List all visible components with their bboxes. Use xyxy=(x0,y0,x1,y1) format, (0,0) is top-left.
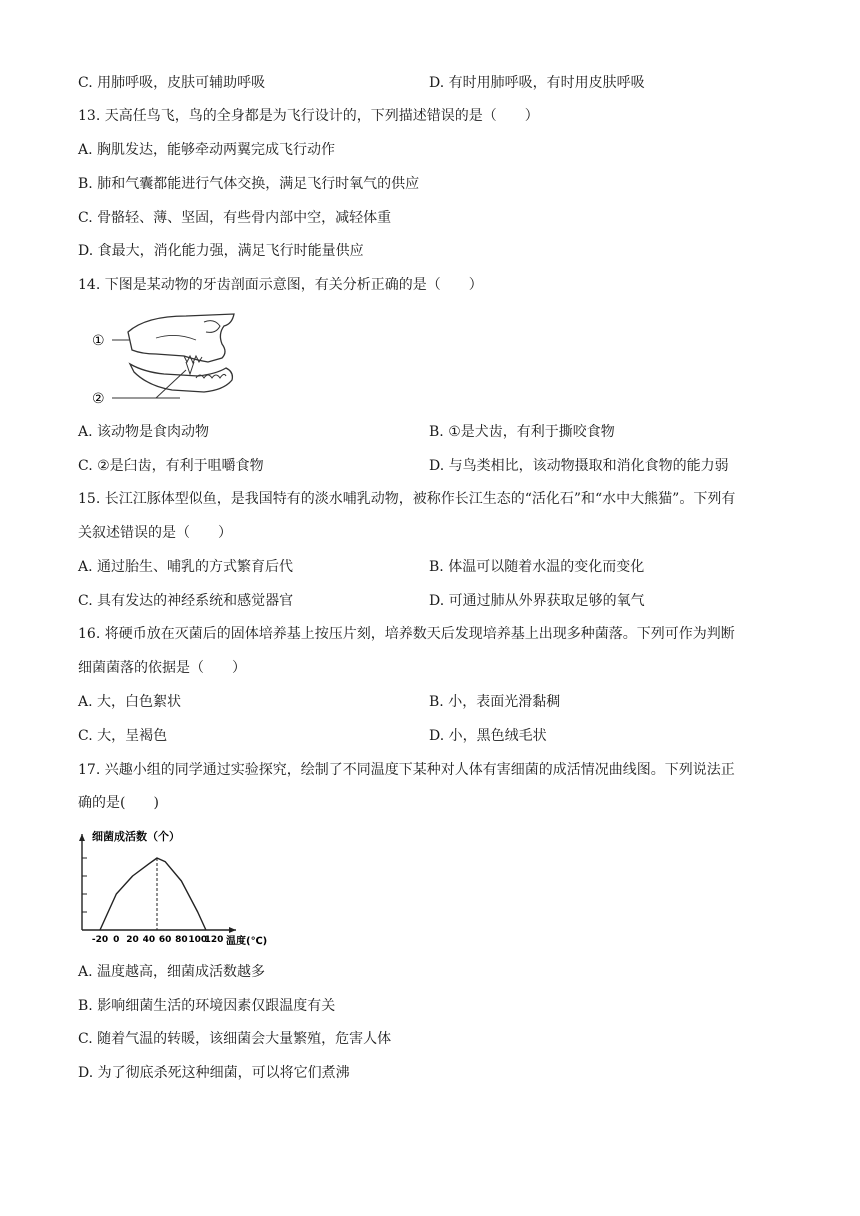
chart-y-label: 细菌成活数（个） xyxy=(92,830,180,843)
x-tick-label-80: 80 xyxy=(175,935,188,945)
q16-stem-line2: 细菌菌落的依据是（ ） xyxy=(78,660,246,676)
x-tick-label-20: 20 xyxy=(126,935,139,945)
q14-option-b: B. ①是犬齿，有利于撕咬食物 xyxy=(429,424,615,440)
q14-stem: 14. 下图是某动物的牙齿剖面示意图，有关分析正确的是（ ） xyxy=(78,277,483,293)
q17-option-d: D. 为了彻底杀死这种细菌，可以将它们煮沸 xyxy=(78,1065,350,1081)
figure-label-2: ② xyxy=(92,391,105,407)
q15-option-d: D. 可通过肺从外界获取足够的氧气 xyxy=(429,593,645,609)
q14-option-a: A. 该动物是食肉动物 xyxy=(78,424,210,440)
q14-option-c: C. ②是臼齿，有利于咀嚼食物 xyxy=(78,458,264,474)
x-tick-label-120: 120 xyxy=(204,935,224,945)
x-tick-label-100: 100 xyxy=(188,935,208,945)
q15-option-c: C. 具有发达的神经系统和感觉器官 xyxy=(78,593,294,609)
x-axis-arrow xyxy=(229,927,236,933)
q13-option-b: B. 肺和气囊都能进行气体交换，满足飞行时氧气的供应 xyxy=(78,176,420,192)
chart-series xyxy=(100,858,206,930)
q15-stem-line1: 15. 长江江豚体型似鱼，是我国特有的淡水哺乳动物，被称作长江生态的“活化石”和“水中大熊猫”。下列有 xyxy=(78,491,736,507)
x-tick-label--20: -20 xyxy=(91,935,109,945)
q16-option-a: A. 大，白色絮状 xyxy=(78,694,182,710)
q13-option-c: C. 骨骼轻、薄、坚固，有些骨内部中空，减轻体重 xyxy=(78,210,392,226)
y-axis-arrow xyxy=(79,834,85,841)
q17-option-a: A. 温度越高，细菌成活数越多 xyxy=(78,964,266,980)
q15-stem-line2: 关叙述错误的是（ ） xyxy=(78,525,232,541)
chart-ticks xyxy=(92,935,224,945)
q13-option-a: A. 胸肌发达，能够牵动两翼完成飞行动作 xyxy=(78,142,336,158)
figure-label-1: ① xyxy=(92,333,105,349)
q15-option-b: B. 体温可以随着水温的变化而变化 xyxy=(429,559,645,575)
q16-option-c: C. 大，呈褐色 xyxy=(78,728,168,744)
q16-option-d: D. 小，黑色绒毛状 xyxy=(429,728,547,744)
q15-option-a: A. 通过胎生、哺乳的方式繁育后代 xyxy=(78,559,294,575)
q14-option-d: D. 与鸟类相比，该动物摄取和消化食物的能力弱 xyxy=(429,458,729,474)
x-tick-label-40: 40 xyxy=(142,935,156,945)
q17-option-b: B. 影响细菌生活的环境因素仅跟温度有关 xyxy=(78,998,336,1014)
bacteria-survival-chart xyxy=(78,826,278,950)
skull-outline xyxy=(128,314,234,362)
q13-option-d: D. 食最大，消化能力强，满足飞行时能量供应 xyxy=(78,243,364,259)
q12-option-c: C. 用肺呼吸，皮肤可辅助呼吸 xyxy=(78,75,266,91)
chart-x-label: 温度(℃) xyxy=(226,936,268,947)
q12-option-d: D. 有时用肺呼吸，有时用皮肤呼吸 xyxy=(429,75,645,91)
q17-stem-line1: 17. 兴趣小组的同学通过实验探究，绘制了不同温度下某种对人体有害细菌的成活情况曲线图。下列说法正 xyxy=(78,762,735,778)
q16-stem-line1: 16. 将硬币放在灭菌后的固体培养基上按压片刻，培养数天后发现培养基上出现多种菌落。下列可作为判断 xyxy=(78,626,735,642)
q13-stem: 13. 天高任鸟飞，鸟的全身都是为飞行设计的，下列描述错误的是（ ） xyxy=(78,108,539,124)
lower-jaw xyxy=(130,364,232,392)
q17-stem-line2: 确的是( ) xyxy=(78,795,159,811)
skull-detail xyxy=(156,335,196,340)
q17-option-c: C. 随着气温的转暖，该细菌会大量繁殖，危害人体 xyxy=(78,1031,392,1047)
q16-option-b: B. 小，表面光滑黏稠 xyxy=(429,694,561,710)
survival-curve xyxy=(100,858,206,930)
eye-socket xyxy=(204,321,220,333)
x-tick-label-0: 0 xyxy=(113,935,120,945)
tooth-section-figure xyxy=(86,310,246,410)
x-tick-label-60: 60 xyxy=(158,935,172,945)
